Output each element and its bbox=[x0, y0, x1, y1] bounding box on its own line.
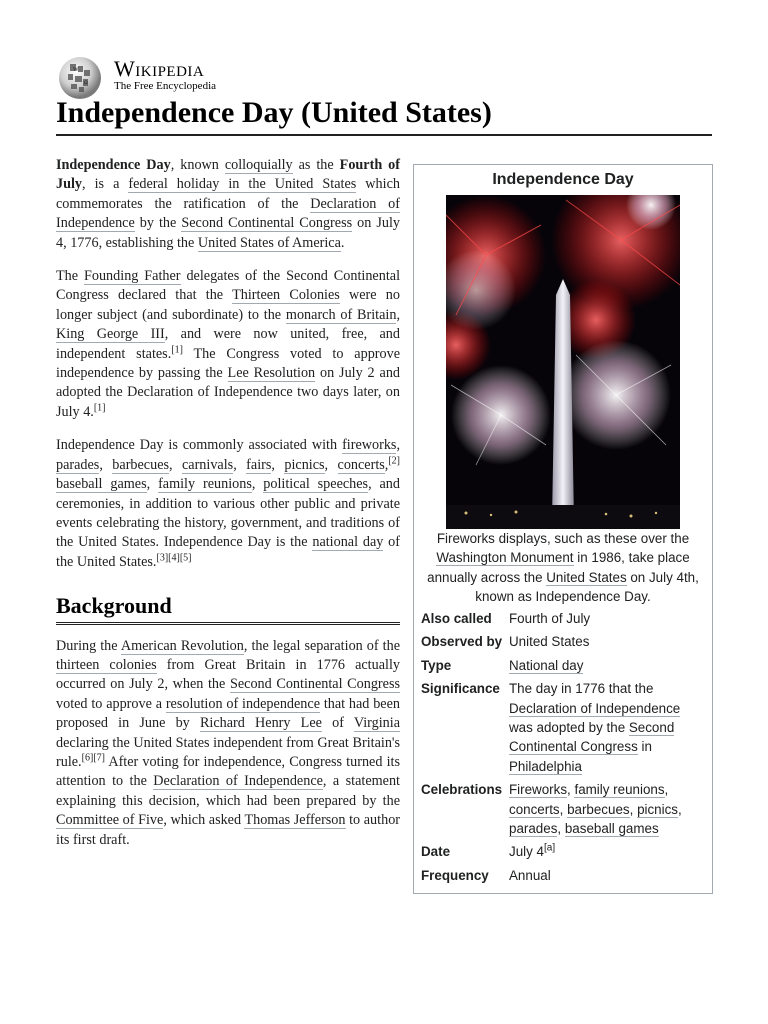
link-founding-father[interactable]: Founding Father bbox=[83, 268, 181, 285]
infobox-label: Celebrations bbox=[421, 782, 503, 798]
infobox-row-also-called bbox=[421, 609, 707, 628]
link-richard-henry-lee[interactable]: Richard Henry Lee bbox=[199, 715, 322, 732]
infobox-table bbox=[421, 609, 707, 889]
link-declaration-of-independence[interactable]: Declaration of Independence bbox=[509, 700, 681, 716]
infobox-label: Date bbox=[421, 844, 451, 860]
link-family-reunions[interactable]: family reunions bbox=[158, 476, 252, 493]
link-washington-monument[interactable]: Washington Monument bbox=[436, 550, 574, 566]
wikipedia-wordmark[interactable]: Wikipedia bbox=[114, 56, 205, 81]
infobox-row-frequency bbox=[421, 866, 707, 885]
link-picnics[interactable]: picnics bbox=[284, 456, 325, 473]
link-federal-holiday[interactable]: federal holiday in the United States bbox=[128, 176, 357, 193]
link-declaration-of-independence[interactable]: Declaration of Independence bbox=[56, 195, 400, 232]
infobox-value: United States bbox=[509, 634, 590, 650]
link-committee-of-five[interactable]: Committee of Five bbox=[56, 812, 164, 829]
link-parades[interactable]: parades bbox=[509, 821, 558, 837]
citation-link[interactable]: [1] bbox=[171, 343, 183, 355]
section-heading-background: Background bbox=[56, 596, 400, 624]
infobox-value: Fourth of July bbox=[509, 611, 591, 626]
link-monarch-of-britain[interactable]: monarch of Britain bbox=[285, 306, 397, 323]
citation-link[interactable]: [4] bbox=[168, 551, 180, 563]
link-fireworks[interactable]: fireworks bbox=[342, 437, 397, 454]
infobox-label: Frequency bbox=[421, 867, 489, 883]
citation-link[interactable]: [1] bbox=[93, 402, 106, 414]
link-american-revolution[interactable]: American Revolution bbox=[120, 637, 244, 654]
infobox-label: Observed by bbox=[421, 634, 503, 650]
svg-text:Ω: Ω bbox=[84, 81, 88, 86]
link-baseball-games[interactable]: baseball games bbox=[56, 476, 147, 493]
link-virginia[interactable]: Virginia bbox=[353, 715, 400, 732]
link-national-day[interactable]: National day bbox=[509, 657, 584, 673]
link-second-continental-congress[interactable]: Second Continental Congress bbox=[229, 676, 400, 693]
link-concerts[interactable]: concerts bbox=[337, 456, 385, 473]
link-barbecues[interactable]: barbecues bbox=[567, 801, 630, 817]
link-declaration-of-independence[interactable]: Declaration of Independence bbox=[153, 773, 323, 790]
link-baseball-games[interactable]: baseball games bbox=[564, 821, 659, 837]
intro-paragraph: Independence Day, known colloquially as the Fourth of July, is a federal holiday in the United States which commemorates the ratification of the Declaration of Independence by the Second Continental Congress on July 4, 1776, establishing the United States of America. bbox=[56, 157, 400, 251]
footnote-link[interactable]: [a] bbox=[543, 843, 556, 854]
citation-link[interactable]: [5] bbox=[179, 551, 192, 563]
infobox-row-celebrations: Celebrations Fireworks, family reunions, concerts, barbecues, picnics, parades, baseball games bbox=[421, 780, 707, 838]
link-king-george-iii[interactable]: King George III bbox=[56, 326, 165, 343]
founding-paragraph: The Founding Father delegates of the Second Continental Congress declared that the Thirteen Colonies were no longer subject (and subordinate) to the monarch of Britain, King George III, and were now united, free, and independent states.[1] The Congress voted to approve independence by passing the Lee Resolution on July 2 and adopted the Declaration of Independence two days later, on July 4.[1] bbox=[56, 268, 401, 420]
link-picnics[interactable]: picnics bbox=[637, 801, 678, 817]
link-fireworks[interactable]: Fireworks bbox=[509, 782, 568, 798]
link-national-day[interactable]: national day bbox=[312, 534, 384, 551]
link-thirteen-colonies[interactable]: Thirteen Colonies bbox=[232, 287, 340, 304]
link-philadelphia[interactable]: Philadelphia bbox=[509, 758, 582, 774]
citation-link[interactable]: [6] bbox=[81, 752, 94, 764]
bold-term: Fourth of July bbox=[56, 157, 400, 193]
wikipedia-tagline: The Free Encyclopedia bbox=[114, 80, 217, 92]
citation-link[interactable]: [3] bbox=[156, 551, 169, 563]
infobox-row-observed-by bbox=[421, 632, 707, 651]
infobox-row-date bbox=[421, 842, 707, 861]
svg-text:W: W bbox=[73, 67, 79, 73]
link-second-continental-congress[interactable]: Second Continental Congress bbox=[509, 720, 675, 755]
infobox-label: Type bbox=[421, 657, 452, 673]
link-resolution-of-independence[interactable]: resolution of independence bbox=[165, 695, 320, 712]
citation-link[interactable]: [2] bbox=[388, 454, 401, 466]
bold-term: Independence Day bbox=[56, 157, 171, 173]
wikipedia-globe-logo[interactable] bbox=[56, 54, 104, 102]
article-body bbox=[56, 156, 400, 864]
link-concerts[interactable]: concerts bbox=[509, 801, 560, 817]
site-header bbox=[56, 54, 712, 94]
fireworks-image[interactable] bbox=[446, 195, 680, 529]
infobox-row-significance: Significance The day in 1776 that the Declaration of Independence was adopted by the Second Continental Congress in Philadelphia bbox=[421, 679, 707, 776]
link-colloquially[interactable]: colloquially bbox=[224, 157, 293, 173]
infobox-row-type bbox=[421, 656, 707, 675]
link-second-continental-congress[interactable]: Second Continental Congress bbox=[181, 215, 353, 232]
infobox-image-caption: Fireworks displays, such as these over the Washington Monument in 1986, take place annually across the United States on July 4th, known as Independence Day. bbox=[427, 531, 699, 605]
link-parades[interactable]: parades bbox=[56, 456, 100, 473]
link-thirteen-colonies[interactable]: thirteen colonies bbox=[56, 656, 157, 673]
citation-link[interactable]: [7] bbox=[93, 752, 105, 764]
link-lee-resolution[interactable]: Lee Resolution bbox=[227, 365, 316, 382]
infobox-value: Annual bbox=[509, 867, 551, 883]
infobox-title: Independence Day bbox=[492, 171, 634, 188]
infobox-value: July 4 bbox=[509, 844, 544, 860]
link-united-states[interactable]: United States bbox=[546, 569, 627, 585]
link-family-reunions[interactable]: family reunions bbox=[574, 782, 665, 798]
background-paragraph: During the American Revolution, the legal separation of the thirteen colonies from Great Britain in 1776 actually occurred on July 2, when the Second Continental Congress voted to approve a resolution of independence that had been proposed in June by Richard Henry Lee of Virginia declaring the United States independent from Great Britain's rule.[6][7] After voting for independence, Congress turned its attention to the Declaration of Independence, a statement explaining this decision, which had been prepared by the Committee of Five, which asked Thomas Jefferson to author its first draft. bbox=[56, 637, 401, 848]
infobox-label: Significance bbox=[421, 681, 500, 697]
page-title: Independence Day (United States) bbox=[56, 96, 712, 136]
link-barbecues[interactable]: barbecues bbox=[112, 456, 170, 473]
infobox bbox=[413, 164, 713, 894]
celebrations-paragraph: Independence Day is commonly associated with fireworks, parades, barbecues, carnivals, fairs, picnics, concerts,[2] baseball games, family reunions, political speeches, and ceremonies, in addition to various other public and private events celebrating the history, government, and traditions of the United States. Independence Day is the national day of the United States.[3][4][5] bbox=[56, 437, 401, 570]
fireworks-illustration bbox=[446, 195, 680, 529]
link-united-states-of-america[interactable]: United States of America bbox=[197, 234, 341, 251]
link-fairs[interactable]: fairs bbox=[246, 456, 272, 473]
link-carnivals[interactable]: carnivals bbox=[181, 456, 234, 473]
link-political-speeches[interactable]: political speeches bbox=[263, 476, 369, 493]
link-thomas-jefferson[interactable]: Thomas Jefferson bbox=[244, 812, 346, 829]
infobox-label: Also called bbox=[421, 611, 492, 626]
